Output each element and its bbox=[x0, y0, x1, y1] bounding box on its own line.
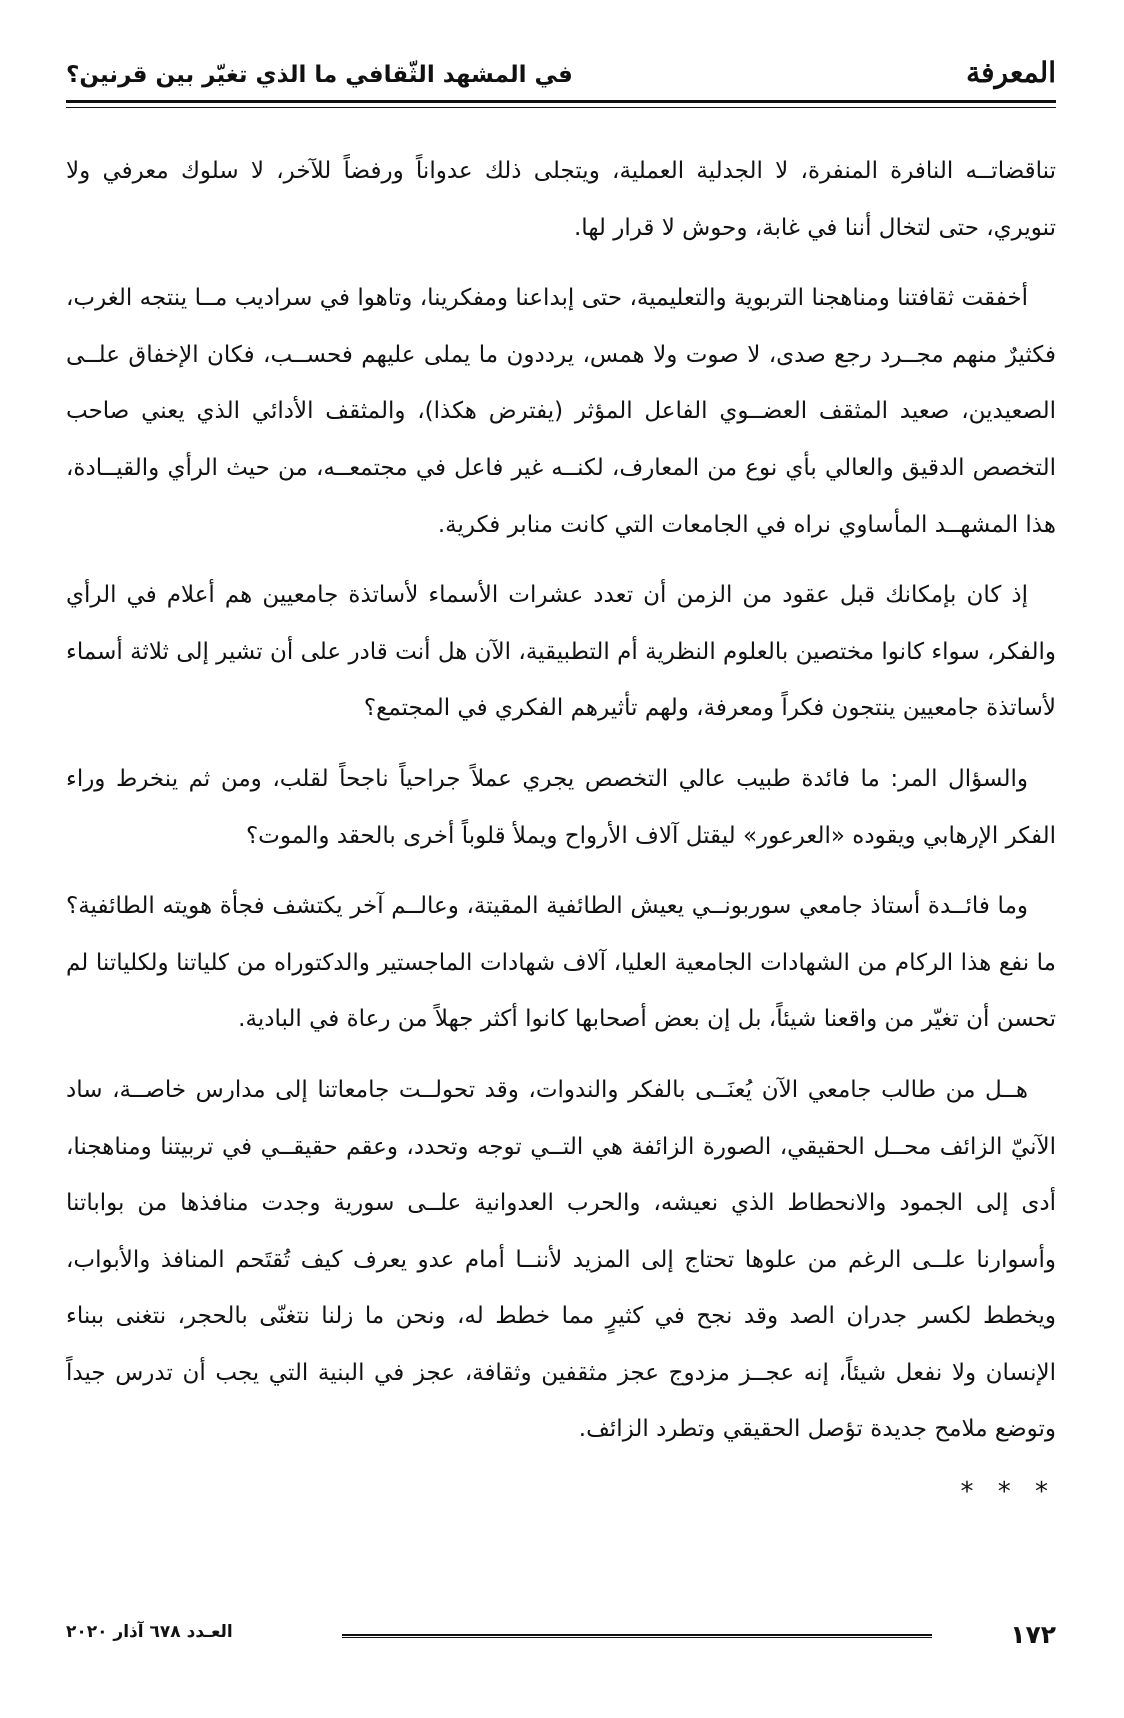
paragraph: والسؤال المر: ما فائدة طبيب عالي التخصص يجري عملاً جراحياً ناجحاً لقلب، ومن ثم ينخرط وراء الفكر الإرهابي ويقوده «العرعور» ليقتل آلاف الأرواح ويملأ قلوباً أخرى بالحقد والموت؟ bbox=[66, 765, 1056, 849]
paragraph: إذ كان بإمكانك قبل عقود من الزمن أن تعدد عشرات الأسماء لأساتذة جامعيين هم أعلام في الرأي والفكر، سواء كانوا مختصين بالعلوم النظرية أم التطبيقية، الآن هل أنت قادر على أن تشير إلى ثلاثة أسماء لأساتذة جامعيين ينتجون فكراً ومعرفة، ولهم تأثيرهم الفكري في المجتمع؟ bbox=[66, 582, 1056, 722]
footer-rule bbox=[342, 1634, 932, 1638]
magazine-logo: المعرفة bbox=[966, 56, 1056, 89]
article-body bbox=[66, 143, 1056, 1512]
page-number: ١٧٢ bbox=[1010, 1620, 1056, 1649]
header-rule-thick bbox=[66, 100, 1056, 103]
paragraph: وما فائــدة أستاذ جامعي سوربونــي يعيش الطائفية المقيتة، وعالــم آخر يكتشف فجأة هويته الطائفية؟ ما نفع هذا الركام من الشهادات الجامعية العليا، آلاف شهادات الماجستير والدكتوراه من كلياتنا ولكلياتنا لم تحسن أن تغيّر من واقعنا شيئاً، بل إن بعض أصحابها كانوا أكثر جهلاً من رعاة في البادية. bbox=[66, 893, 1056, 1033]
issue-info: العـدد ٦٧٨ آذار ٢٠٢٠ bbox=[66, 1622, 233, 1642]
paragraph: تناقضاتــه النافرة المنفرة، لا الجدلية العملية، ويتجلى ذلك عدواناً ورفضاً للآخر، لا سلوك معرفي ولا تنويري، حتى لتخال أننا في غابة، وحوش لا قرار لها. bbox=[66, 158, 1056, 241]
page-header bbox=[66, 52, 1056, 100]
header-rule-thin bbox=[66, 107, 1056, 108]
section-separator: * * * bbox=[960, 1477, 1056, 1508]
page-footer bbox=[66, 1618, 1056, 1658]
paragraph: أخفقت ثقافتنا ومناهجنا التربوية والتعليمية، حتى إبداعنا ومفكرينا، وتاهوا في سراديب مــا ينتجه الغرب، فكثيرٌ منهم مجــرد رجع صدى، لا صوت ولا همس، يرددون ما يملى عليهم فحســب، فكان الإخفاق علــى الصعيدين، صعيد المثقف العضــوي الفاعل المؤثر (يفترض هكذا)، والمثقف الأدائي الذي يعني صاحب التخصص الدقيق والعالي بأي نوع من المعارف، لكنــه غير فاعل في مجتمعــه، من حيث الرأي والقيــادة، هذا المشهــد المأساوي نراه في الجامعات التي كانت منابر فكرية. bbox=[66, 285, 1056, 538]
running-title: في المشهد الثّقافي ما الذي تغيّر بين قرنين؟ bbox=[66, 62, 573, 88]
paragraph: هــل من طالب جامعي الآن يُعنَــى بالفكر والندوات، وقد تحولــت جامعاتنا إلى مدارس خاصــة، ساد الآنيّ الزائف محــل الحقيقي، الصورة الزائفة هي التــي توجه وتحدد، وعقم حقيقــي في تربيتنا ومناهجنا، أدى إلى الجمود والانحطاط الذي نعيشه، والحرب العدوانية علــى سورية وجدت منافذها من بواباتنا وأسوارنا علــى الرغم من علوها تحتاج إلى المزيد لأننــا أمام عدو يعرف كيف تُقتَحم المنافذ والأبواب، ويخطط لكسر جدران الصد وقد نجح في كثيرٍ مما خطط له، ونحن ما زلنا نتغنّى بالحجر، نتغنى ببناء الإنسان ولا نفعل شيئاً، إنه عجــز مزدوج عجز مثقفين وثقافة، عجز في البنية التي يجب أن تدرس جيداً وتوضع ملامح جديدة تؤصل الحقيقي وتطرد الزائف. bbox=[66, 1076, 1056, 1443]
